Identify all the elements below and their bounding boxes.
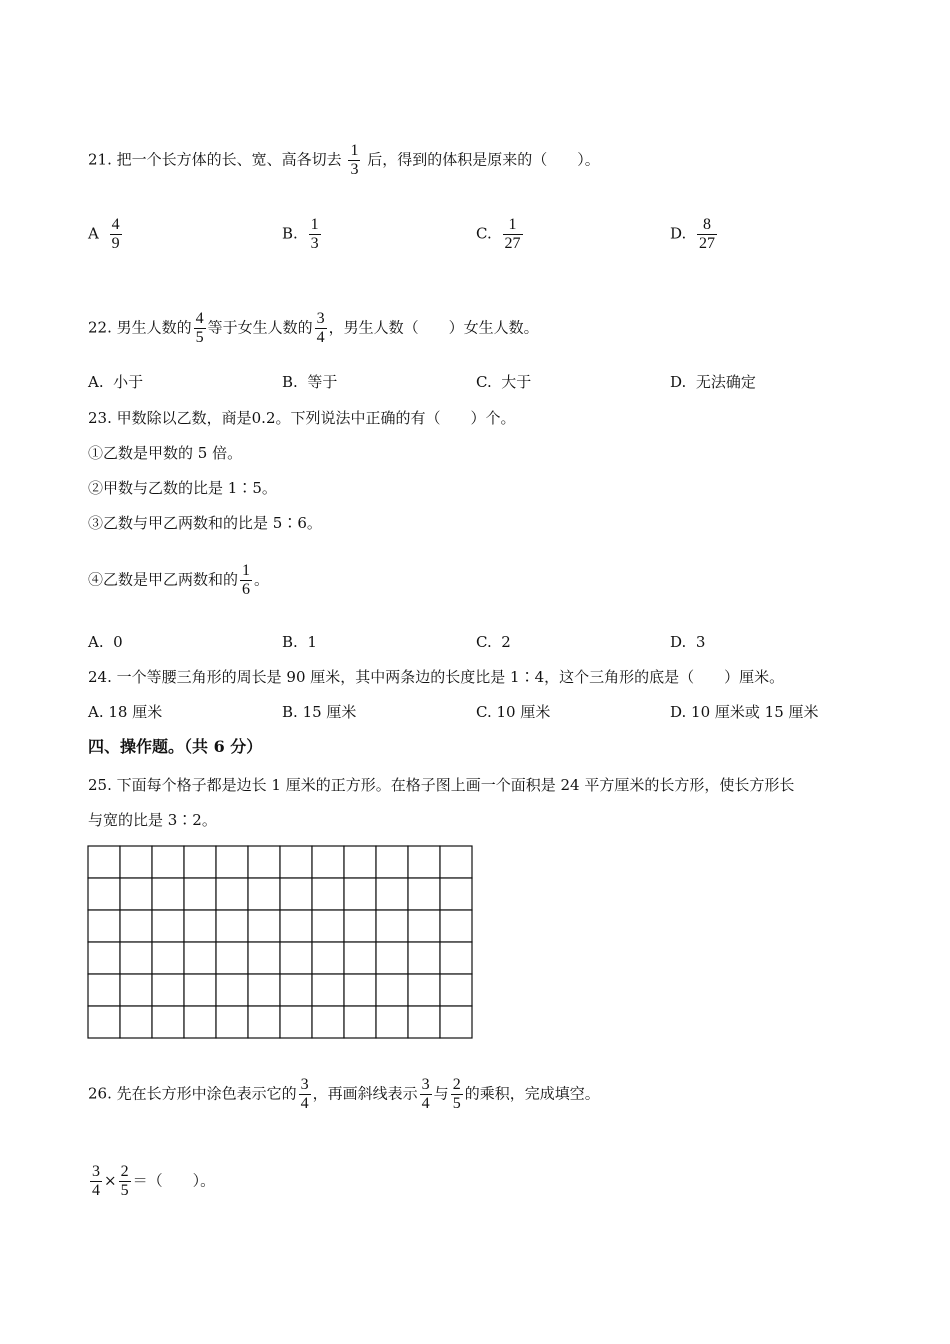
q26-frac1-num: 3 [300, 1076, 309, 1093]
grid-cell[interactable] [216, 1006, 248, 1038]
q26-fraction-2 [420, 1076, 432, 1113]
q26-eq-fraction-1 [90, 1163, 102, 1200]
q21-option-c-num: 1 [508, 216, 517, 233]
q26-text-b: ，再画斜线表示 [312, 1084, 418, 1103]
q23-option-c-label: C. [476, 633, 492, 651]
grid-cell[interactable] [344, 942, 376, 974]
q26-fraction-1 [299, 1076, 311, 1113]
grid-cell[interactable] [440, 910, 472, 942]
grid-cell[interactable] [280, 1006, 312, 1038]
q22-option-b-label: B. [282, 373, 298, 391]
grid-cell[interactable] [440, 878, 472, 910]
q23-option-b-label: B. [282, 633, 298, 651]
q24-option-b-text: 15 厘米 [302, 703, 357, 721]
q23-option-a[interactable] [88, 632, 123, 652]
q21-option-d-num: 8 [703, 216, 712, 233]
q21-option-a-den: 9 [111, 235, 120, 252]
grid-cell[interactable] [88, 1006, 120, 1038]
q21-option-b-fraction [309, 216, 321, 253]
grid-cell[interactable] [408, 846, 440, 878]
q22-option-c-text: 大于 [501, 373, 532, 391]
q23-stem [88, 408, 516, 428]
grid-cell[interactable] [344, 910, 376, 942]
q24-text: 一个等腰三角形的周长是 90 厘米，其中两条边的长度比是 1∶4，这个三角形的底是（ ）厘米。 [116, 668, 785, 686]
q26-eq2-num: 2 [120, 1163, 129, 1180]
q22-text-a: 男生人数的 [116, 318, 192, 337]
q26-frac3-den: 5 [452, 1095, 461, 1112]
q26-frac2-num: 3 [421, 1076, 430, 1093]
q21-option-d-label: D. [670, 224, 687, 243]
q24-option-c-text: 10 厘米 [496, 703, 551, 721]
q24-option-b[interactable] [282, 702, 356, 722]
q26-eq-end: ＝（ ）。 [132, 1171, 216, 1190]
grid-cell[interactable] [280, 846, 312, 878]
grid-cell[interactable] [408, 974, 440, 1006]
q22-fraction-1 [194, 310, 206, 347]
grid-cell[interactable] [88, 974, 120, 1006]
q21-option-b-den: 3 [310, 235, 319, 252]
grid-cell[interactable] [152, 910, 184, 942]
grid-cell[interactable] [152, 878, 184, 910]
q22-option-a[interactable] [88, 372, 143, 392]
q21-number: 21. [88, 150, 112, 169]
grid-cell[interactable] [376, 942, 408, 974]
q23-option-d-label: D. [670, 633, 687, 651]
grid-cell[interactable] [440, 1006, 472, 1038]
q23-statement-3: ③乙数与甲乙两数和的比是 5∶6。 [88, 514, 322, 532]
q23-statement-2: ②甲数与乙数的比是 1∶5。 [88, 479, 277, 497]
q23-option-d[interactable] [670, 632, 705, 652]
grid-cell[interactable] [344, 846, 376, 878]
q26-eq-times: × [104, 1171, 117, 1190]
q23-statement-4 [88, 562, 269, 599]
grid-cell[interactable] [312, 942, 344, 974]
grid-cell[interactable] [184, 1006, 216, 1038]
grid-cell[interactable] [280, 878, 312, 910]
q24-option-d-text: 10 厘米或 15 厘米 [691, 703, 819, 721]
q22-text-b: 等于女生人数的 [207, 318, 313, 337]
q24-option-c-label: C. [476, 703, 492, 721]
q22-option-c-label: C. [476, 373, 492, 391]
grid-cell[interactable] [376, 1006, 408, 1038]
grid-cell[interactable] [120, 846, 152, 878]
q23-option-c-text: 2 [501, 633, 511, 651]
grid-cell[interactable] [120, 878, 152, 910]
grid-cell[interactable] [248, 1006, 280, 1038]
grid-cell[interactable] [312, 878, 344, 910]
q24-number: 24. [88, 668, 112, 686]
q21-text-b: 后，得到的体积是原来的（ ）。 [367, 150, 600, 169]
q24-option-a-text: 18 厘米 [108, 703, 163, 721]
grid-cell[interactable] [312, 910, 344, 942]
grid-cell[interactable] [440, 942, 472, 974]
q26-frac2-den: 4 [421, 1095, 430, 1112]
grid-cell[interactable] [216, 878, 248, 910]
grid-cell[interactable] [376, 974, 408, 1006]
q22-frac1-num: 4 [195, 310, 204, 327]
q22-frac2-num: 3 [316, 310, 325, 327]
grid-cell[interactable] [312, 974, 344, 1006]
q24-option-a[interactable] [88, 702, 162, 722]
grid-cell[interactable] [184, 942, 216, 974]
q21-frac-den: 3 [350, 161, 359, 178]
q23-option-b[interactable] [282, 632, 317, 652]
q23-s4-end: 。 [254, 570, 270, 589]
q21-option-c[interactable] [476, 216, 525, 253]
grid-cell[interactable] [88, 878, 120, 910]
q24-option-b-label: B. [282, 703, 298, 721]
grid-cell[interactable] [408, 910, 440, 942]
q21-option-b-label: B. [282, 224, 298, 243]
q26-number: 26. [88, 1084, 112, 1103]
q21-frac-num: 1 [350, 142, 359, 159]
grid-cell[interactable] [88, 846, 120, 878]
q21-option-a-fraction [110, 216, 122, 253]
q26-text-c: 与 [433, 1084, 449, 1103]
grid-cell[interactable] [344, 878, 376, 910]
grid-cell[interactable] [248, 846, 280, 878]
q23-option-d-text: 3 [695, 633, 706, 651]
q26-eq2-den: 5 [120, 1182, 129, 1199]
q23-statement-1: ①乙数是甲数的 5 倍。 [88, 444, 243, 462]
q26-text-d: 的乘积，完成填空。 [464, 1084, 600, 1103]
grid-cell[interactable] [376, 910, 408, 942]
q26-eq1-den: 4 [92, 1182, 100, 1199]
q22-option-d[interactable] [670, 372, 756, 392]
q22-option-b[interactable] [282, 372, 337, 392]
q21-option-d-den: 27 [699, 235, 716, 252]
q22-option-c[interactable] [476, 372, 531, 392]
q22-option-a-text: 小于 [113, 373, 144, 391]
grid-cell[interactable] [440, 974, 472, 1006]
grid-cell[interactable] [152, 974, 184, 1006]
grid-cell[interactable] [408, 878, 440, 910]
q21-option-a-num: 4 [111, 216, 120, 233]
grid-cell[interactable] [184, 974, 216, 1006]
grid-cell[interactable] [152, 1006, 184, 1038]
q21-option-d[interactable] [670, 216, 719, 253]
q26-eq1-num: 3 [92, 1163, 100, 1180]
grid-cell[interactable] [248, 878, 280, 910]
grid-cell[interactable] [344, 1006, 376, 1038]
q21-option-a-label: A [88, 224, 99, 243]
q21-option-c-fraction [503, 216, 523, 253]
q23-s4-text: ④乙数是甲乙两数和的 [88, 570, 239, 589]
grid-cell[interactable] [88, 910, 120, 942]
grid-cell[interactable] [248, 910, 280, 942]
grid-cell[interactable] [280, 942, 312, 974]
q25-stem-line-1 [88, 775, 794, 795]
q22-option-d-label: D. [670, 373, 687, 391]
q21-stem [88, 142, 600, 179]
q24-stem [88, 667, 784, 687]
q24-option-a-label: A. [88, 703, 104, 721]
q24-option-d[interactable] [670, 702, 819, 722]
q21-option-a[interactable] [88, 216, 124, 253]
q21-option-c-den: 27 [504, 235, 521, 252]
q22-option-b-text: 等于 [307, 373, 338, 391]
q26-frac3-num: 2 [452, 1076, 461, 1093]
q26-stem [88, 1076, 600, 1113]
q23-option-c[interactable] [476, 632, 511, 652]
grid-cell[interactable] [312, 846, 344, 878]
q24-option-c[interactable] [476, 702, 550, 722]
grid-cell[interactable] [184, 846, 216, 878]
q21-option-b[interactable] [282, 216, 323, 253]
grid-cell[interactable] [120, 1006, 152, 1038]
grid-cell[interactable] [216, 942, 248, 974]
q23-text: 甲数除以乙数，商是0.2。下列说法中正确的有（ ）个。 [116, 409, 516, 427]
grid-cell[interactable] [408, 942, 440, 974]
q23-s4-den: 6 [242, 581, 251, 598]
q21-option-c-label: C. [476, 224, 492, 243]
q23-number: 23. [88, 409, 112, 427]
q22-stem [88, 310, 539, 347]
q22-option-a-label: A. [88, 373, 104, 391]
grid-cell[interactable] [184, 878, 216, 910]
grid-cell[interactable] [440, 846, 472, 878]
q22-text-c: ，男生人数（ ）女生人数。 [328, 318, 539, 337]
grid-cell[interactable] [216, 910, 248, 942]
section-4-heading: 四、操作题。（共 6 分） [88, 737, 263, 756]
q22-number: 22. [88, 318, 112, 337]
q26-fraction-3 [451, 1076, 463, 1113]
q24-option-d-label: D. [670, 703, 687, 721]
grid-cell[interactable] [280, 910, 312, 942]
grid-cell[interactable] [88, 942, 120, 974]
q22-option-d-text: 无法确定 [695, 373, 756, 391]
q21-option-d-fraction [697, 216, 717, 253]
q26-frac1-den: 4 [300, 1095, 309, 1112]
q23-option-a-label: A. [88, 633, 104, 651]
grid-cell[interactable] [376, 878, 408, 910]
grid-paper[interactable] [87, 845, 473, 1041]
q26-equation [88, 1163, 215, 1200]
q23-option-b-text: 1 [307, 633, 317, 651]
grid-cell[interactable] [216, 974, 248, 1006]
grid-cell[interactable] [120, 910, 152, 942]
q23-s4-fraction [240, 562, 252, 599]
q26-eq-fraction-2 [119, 1163, 131, 1200]
grid-cell[interactable] [120, 942, 152, 974]
grid-cell[interactable] [152, 942, 184, 974]
q21-text-a: 把一个长方体的长、宽、高各切去 [116, 150, 342, 169]
grid-cell[interactable] [216, 846, 248, 878]
grid-cell[interactable] [184, 910, 216, 942]
q22-frac2-den: 4 [316, 329, 325, 346]
q22-frac1-den: 5 [195, 329, 204, 346]
grid-cell[interactable] [408, 1006, 440, 1038]
grid-cell[interactable] [312, 1006, 344, 1038]
grid-cell[interactable] [344, 974, 376, 1006]
q25-stem-line-2: 与宽的比是 3∶2。 [88, 811, 217, 829]
grid-cell[interactable] [248, 942, 280, 974]
q23-s4-num: 1 [242, 562, 251, 579]
grid-cell[interactable] [152, 846, 184, 878]
grid-cell[interactable] [248, 974, 280, 1006]
q26-text-a: 先在长方形中涂色表示它的 [116, 1084, 297, 1103]
q21-option-b-num: 1 [310, 216, 319, 233]
q25-text-1: 下面每个格子都是边长 1 厘米的正方形。在格子图上画一个面积是 24 平方厘米的长方形，使长方形长 [116, 776, 795, 794]
grid-cell[interactable] [120, 974, 152, 1006]
q25-number: 25. [88, 776, 112, 794]
q21-fraction [348, 142, 360, 179]
q22-fraction-2 [315, 310, 327, 347]
q23-option-a-text: 0 [113, 633, 123, 651]
grid-cell[interactable] [280, 974, 312, 1006]
grid-cell[interactable] [376, 846, 408, 878]
